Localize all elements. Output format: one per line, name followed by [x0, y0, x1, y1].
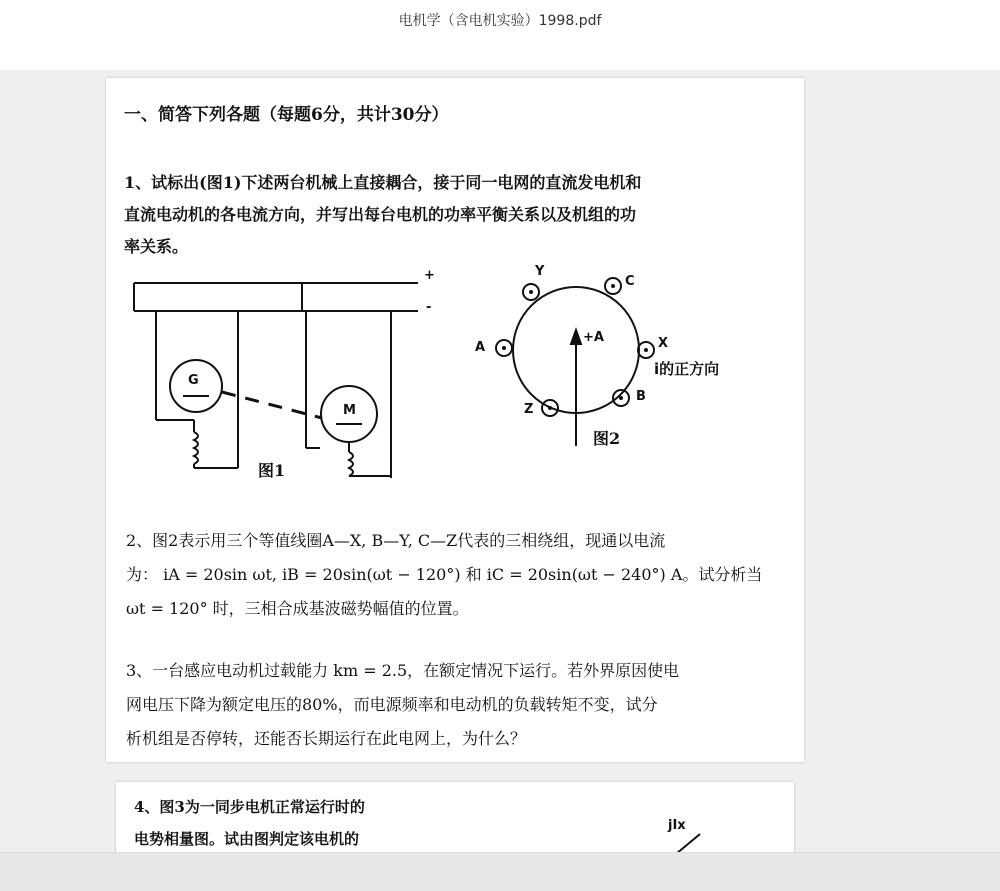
coil-label-z: Z: [524, 402, 534, 417]
question-1-line-2: 直流电动机的各电流方向，并写出每台电机的功率平衡关系以及机组的功: [124, 205, 637, 224]
coil-label-x: X: [658, 336, 669, 351]
minus-terminal-label: -: [426, 300, 432, 315]
viewer-bottom-bar: [0, 852, 1000, 891]
question-4-line-2: 电势相量图。试由图判定该电机的: [134, 830, 360, 848]
question-3-line-3: 析机组是否停转，还能否长期运行在此电网上，为什么？: [126, 729, 527, 748]
question-1-line-1: 1、试标出(图1)下述两台机械上直接耦合，接于同一电网的直流发电机和: [124, 173, 642, 192]
coil-label-a: A: [475, 340, 486, 355]
document-title: 电机学（含电机实验）1998.pdf: [398, 13, 602, 29]
question-3-line-2: 网电压下降为额定电压的80%，而电源频率和电动机的负载转矩不变，试分: [126, 695, 658, 714]
pdf-page-1: [106, 78, 804, 762]
viewer-titlebar: [0, 0, 1000, 70]
question-4-line-1: 4、图3为一同步电机正常运行时的: [134, 798, 365, 816]
section-heading: 一、简答下列各题（每题6分，共计30分）: [124, 105, 449, 125]
plus-terminal-label: +: [424, 268, 435, 283]
axis-label-plus-a: +A: [583, 330, 604, 345]
question-2-line-3: ωt = 120° 时，三相合成基波磁势幅值的位置。: [126, 599, 469, 618]
question-2-line-2: 为： iA = 20sin ωt, iB = 20sin(ωt − 120°) 和 iC = 20sin(ωt − 240°) A。试分析当: [126, 565, 763, 584]
motor-label: M: [343, 403, 356, 418]
question-2-line-1: 2、图2表示用三个等值线圈A—X, B—Y, C—Z代表的三相绕组，现通以电流: [126, 531, 666, 550]
current-direction-note: i的正方向: [654, 360, 720, 378]
coil-label-c: C: [625, 274, 635, 289]
question-1-line-3: 率关系。: [124, 237, 189, 256]
coil-label-y: Y: [535, 264, 545, 279]
generator-label: G: [188, 373, 199, 388]
phasor-label: jIx: [668, 818, 686, 833]
figure-2-caption: 图2: [593, 429, 621, 448]
question-3-line-1: 3、一台感应电动机过载能力 km = 2.5，在额定情况下运行。若外界原因使电: [126, 661, 680, 680]
coil-label-b: B: [636, 389, 646, 404]
figure-1-caption: 图1: [258, 461, 286, 480]
